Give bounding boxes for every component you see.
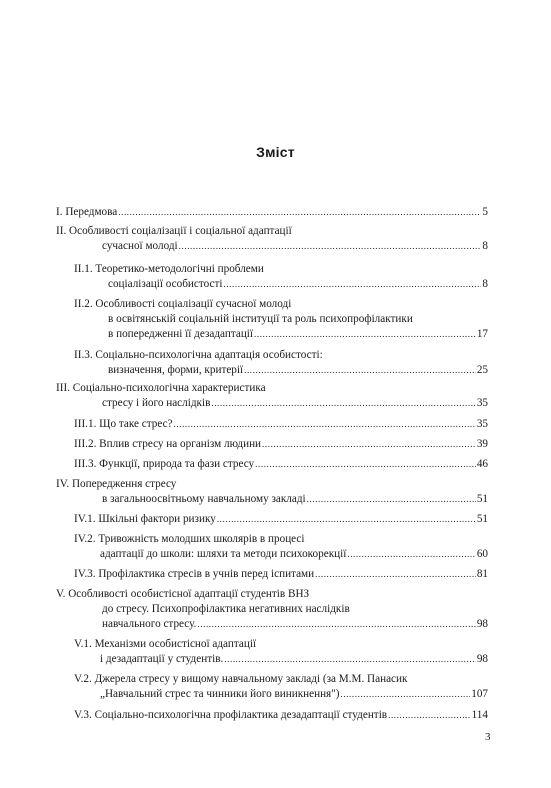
- leader-dots: [307, 492, 476, 507]
- toc-entry[interactable]: [74, 348, 488, 378]
- toc-page-number: 51: [476, 493, 488, 505]
- toc-page-number: 8: [482, 278, 488, 290]
- toc-entry-label: V.2. Джерела стресу у вищому навчальному закладі (за М.М. Панасик: [74, 673, 408, 685]
- toc-entry-label: „Навчальний стрес та чинники його виникнення"): [100, 688, 340, 700]
- toc-entry[interactable]: [56, 477, 488, 507]
- leader-dots: [224, 652, 476, 667]
- toc-entry[interactable]: [74, 512, 488, 527]
- toc-entry[interactable]: [74, 417, 488, 432]
- page-number: 3: [485, 731, 491, 743]
- toc-page-number: 51: [476, 513, 488, 525]
- leader-dots: [254, 327, 476, 342]
- toc-entry[interactable]: [56, 587, 488, 632]
- toc-entry-label: визначення, форми, критерії: [108, 364, 244, 376]
- leader-dots: [179, 239, 482, 254]
- toc-page-number: 81: [476, 568, 488, 580]
- toc-page-number: 39: [476, 438, 488, 450]
- toc-entry-label: і дезадаптації у студентів.: [100, 653, 224, 665]
- toc-page-number: 25: [476, 364, 488, 376]
- leader-dots: [223, 277, 481, 292]
- toc-entry[interactable]: [74, 637, 488, 667]
- toc-page-number: 35: [476, 397, 488, 409]
- leader-dots: [341, 687, 471, 702]
- toc-entry-label: соціалізації особистості: [108, 278, 223, 290]
- toc-entry[interactable]: [74, 708, 488, 723]
- toc-entry-label: IV.2. Тривожність молодших школярів в процесі: [74, 533, 305, 545]
- toc-entry-label: III.1. Що таке стрес?: [74, 418, 173, 430]
- toc-entry[interactable]: [56, 381, 488, 411]
- toc-entry[interactable]: [74, 262, 488, 292]
- leader-dots: [217, 512, 476, 527]
- toc-page-number: 35: [476, 418, 488, 430]
- toc-entry-label: II.1. Теоретико-методологічні проблеми: [74, 263, 264, 275]
- toc-page-number: 107: [471, 688, 488, 700]
- toc-entry[interactable]: [74, 437, 488, 452]
- leader-dots: [255, 457, 476, 472]
- toc-page-number: 114: [471, 709, 488, 721]
- toc-page-number: 5: [482, 206, 488, 218]
- toc-entry[interactable]: [74, 672, 488, 702]
- toc-entry-label: навчального стресу.: [102, 618, 197, 630]
- page-title: Зміст: [256, 144, 295, 160]
- toc-entry-label: III. Соціально-психологічна характеристика: [56, 382, 266, 394]
- toc-entry-label: I. Передмова: [56, 206, 118, 218]
- toc-entry[interactable]: [56, 224, 488, 254]
- toc-entry[interactable]: [56, 205, 488, 220]
- toc-page-number: 17: [476, 328, 488, 340]
- toc-entry-label: адаптації до школи: шляхи та методи психокорекції: [100, 548, 347, 560]
- leader-dots: [347, 547, 475, 562]
- leader-dots: [174, 417, 476, 432]
- leader-dots: [388, 708, 471, 723]
- toc-entry-label: IV.1. Шкільні фактори ризику: [74, 513, 216, 525]
- toc-entry-label: II. Особливості соціалізації і соціальної адаптації: [56, 225, 292, 237]
- toc-entry-label: III.2. Вплив стресу на організм людини: [74, 438, 262, 450]
- toc-entry-label: II.2. Особливості соціалізації сучасної молоді: [74, 298, 292, 310]
- toc-page-number: 98: [476, 653, 488, 665]
- leader-dots: [118, 205, 481, 220]
- toc-entry-label: в попередженні її дезадаптації: [108, 328, 254, 340]
- toc-entry-label: V. Особливості особистісної адаптації студентів ВНЗ: [56, 588, 310, 600]
- toc-page-number: 60: [476, 548, 488, 560]
- leader-dots: [211, 396, 475, 411]
- toc-entry-label: сучасної молоді: [102, 240, 178, 252]
- toc-page-number: 8: [482, 240, 488, 252]
- toc-entry-label: IV. Попередження стресу: [56, 478, 177, 490]
- toc-entry-label: V.1. Механізми особистісної адаптації: [74, 638, 257, 650]
- toc-page-number: 98: [476, 618, 488, 630]
- leader-dots: [262, 437, 476, 452]
- toc-entry-label: IV.3. Профілактика стресів в учнів перед іспитами: [74, 568, 315, 580]
- leader-dots: [244, 363, 476, 378]
- toc-entry-label: V.3. Соціально-психологічна профілактика дезадаптації студентів: [74, 709, 388, 721]
- toc-page-number: 46: [476, 458, 488, 470]
- toc-entry[interactable]: [74, 567, 488, 582]
- leader-dots: [197, 617, 475, 632]
- toc-entry[interactable]: [74, 532, 488, 562]
- toc-entry-label: в загальноосвітньому навчальному закладі: [102, 493, 306, 505]
- toc-entry[interactable]: [74, 297, 488, 342]
- toc-entry-label: в освітянській соціальній інституції та роль психопрофілактики: [108, 313, 413, 325]
- toc-entry[interactable]: [74, 457, 488, 472]
- toc-entry-label: II.3. Соціально-психологічна адаптація особистості:: [74, 349, 323, 361]
- toc-entry-label: стресу і його наслідків: [102, 397, 211, 409]
- leader-dots: [315, 567, 476, 582]
- toc-entry-label: до стресу. Психопрофілактика негативних наслідків: [102, 603, 350, 615]
- toc-entry-label: III.3. Функції, природа та фази стресу: [74, 458, 255, 470]
